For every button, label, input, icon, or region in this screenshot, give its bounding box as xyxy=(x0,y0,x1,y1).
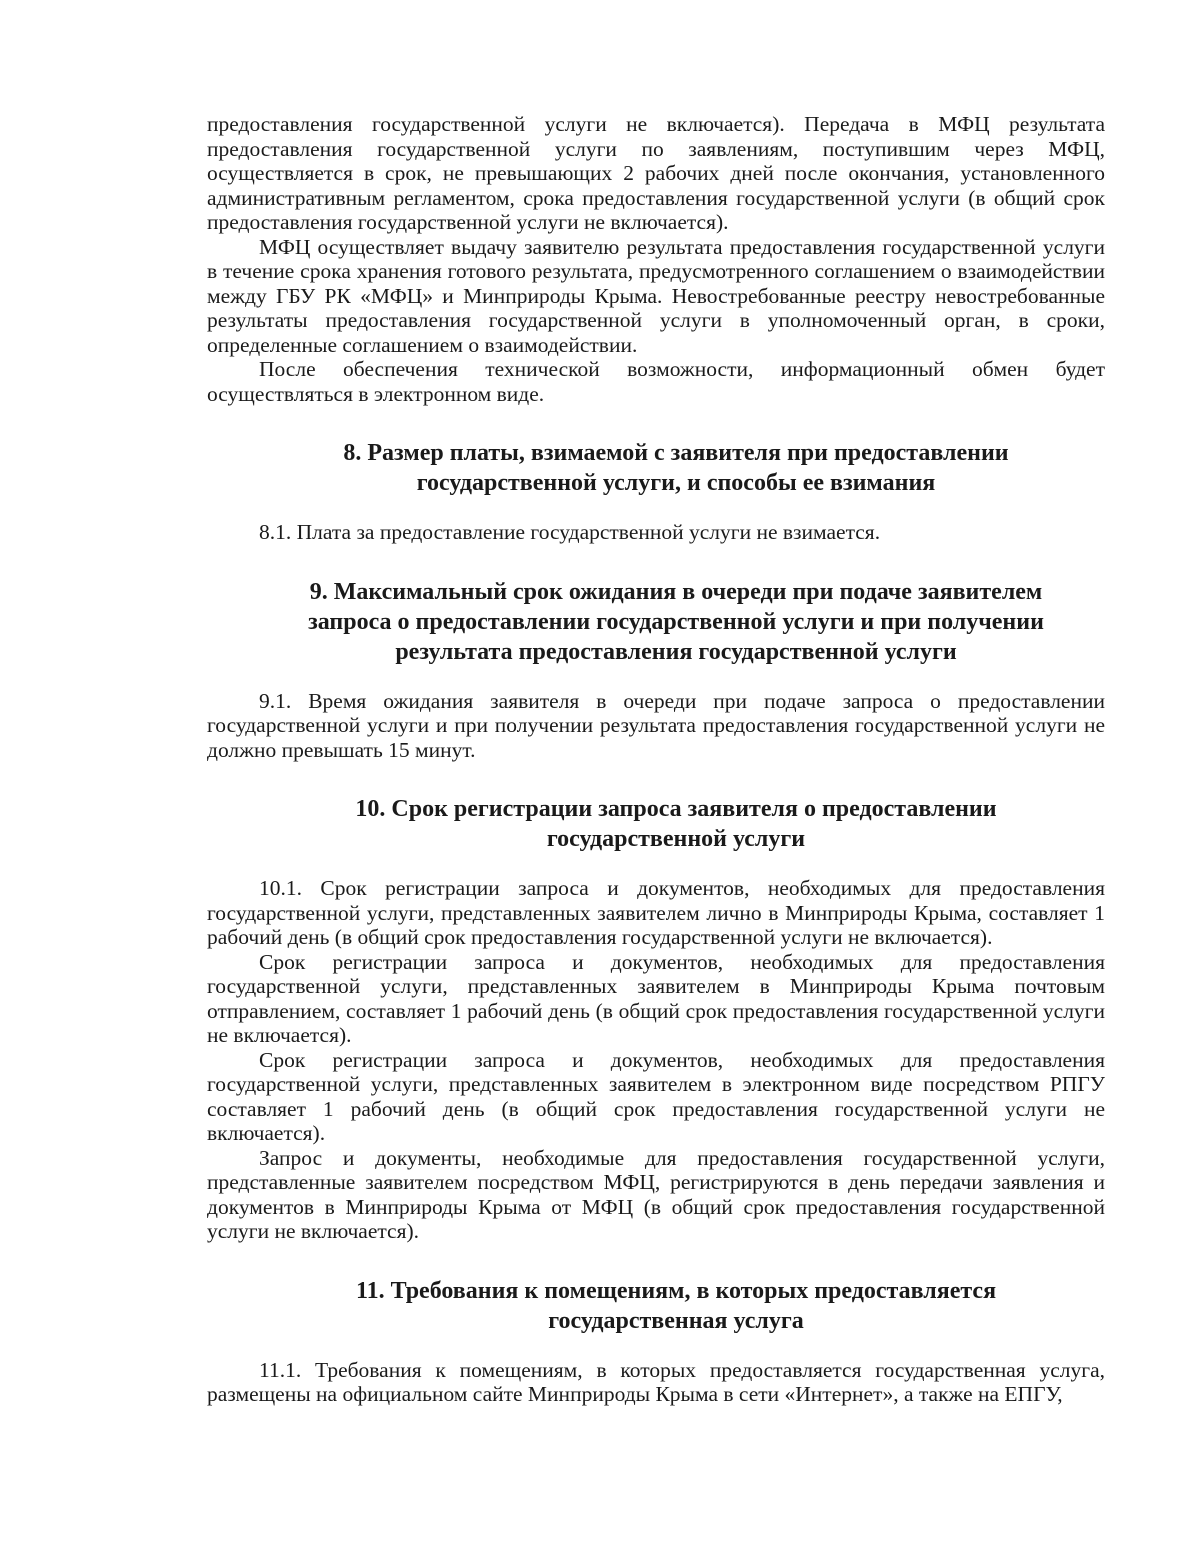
paragraph-electronic-exchange: После обеспечения технической возможности, информационный обмен будет осуществляться в электронном виде. xyxy=(207,357,1105,406)
paragraph-intro: предоставления государственной услуги не включается). Передача в МФЦ результата предоставления государственной услуги по заявлениям, поступившим через МФЦ, осуществляется в срок, не превышающих 2 рабочих дней после окончания, установленного административным регламентом, срока предоставления государственной услуги (в общий срок предоставления государственной услуги не включается). xyxy=(207,112,1105,234)
section-11-heading-line2: государственная услуга xyxy=(548,1307,804,1334)
section-11-heading xyxy=(207,1276,1105,1336)
section-11-heading-line1: 11. Требования к помещениям, в которых предоставляется xyxy=(355,1277,997,1304)
paragraph-10-4: Запрос и документы, необходимые для предоставления государственной услуги, представленные заявителем посредством МФЦ, регистрируются в день передачи заявления и документов в Минприроды Крыма от МФЦ (в общий срок предоставления государственной услуги не включается). xyxy=(207,1145,1105,1243)
paragraph-11-1: 11.1. Требования к помещениям, в которых предоставляется государственная услуга, размещены на официальном сайте Минприроды Крыма в сети «Интернет», а также на ЕПГУ, xyxy=(207,1357,1105,1406)
paragraph-8-1: 8.1. Плата за предоставление государственной услуги не взимается. xyxy=(259,520,881,544)
section-9-heading xyxy=(207,577,1105,667)
section-9-heading-line3: результата предоставления государственной услуги xyxy=(395,638,957,665)
section-10-heading xyxy=(207,794,1105,854)
paragraph-10-3: Срок регистрации запроса и документов, необходимых для предоставления государственной услуги, представленных заявителем в электронном виде посредством РПГУ составляет 1 рабочий день (в общий срок предоставления государственной услуги не включается). xyxy=(207,1047,1105,1145)
paragraph-mfc-issue: МФЦ осуществляет выдачу заявителю результата предоставления государственной услуги в течение срока хранения готового результата, предусмотренного соглашением о взаимодействии между ГБУ РК «МФЦ» и Минприроды Крыма. Невостребованные реестру невостребованные результаты предоставления государственной услуги в уполномоченный орган, в сроки, определенные соглашением о взаимодействии. xyxy=(207,234,1105,357)
paragraph-10-2: Срок регистрации запроса и документов, необходимых для предоставления государственной услуги, представленных заявителем в Минприроды Крыма почтовым отправлением, составляет 1 рабочий день (в общий срок предоставления государственной услуги не включается). xyxy=(207,949,1105,1047)
section-8-heading-line2: государственной услуги, и способы ее взимания xyxy=(416,470,936,496)
section-9-heading-line2: запроса о предоставлении государственной услуги и при получении xyxy=(308,608,1044,635)
paragraph-9-1: 9.1. Время ожидания заявителя в очереди при подаче запроса о предоставлении государственной услуги и при получении результата предоставления государственной услуги не должно превышать 15 минут. xyxy=(207,688,1105,762)
document-page xyxy=(207,112,1105,1407)
section-9-heading-line1: 9. Максимальный срок ожидания в очереди при подаче заявителем xyxy=(309,578,1043,605)
paragraph-10-1: 10.1. Срок регистрации запроса и документов, необходимых для предоставления государственной услуги, представленных заявителем лично в Минприроды Крыма, составляет 1 рабочий день (в общий срок предоставления государственной услуги не включается). xyxy=(207,876,1105,949)
section-8-heading-line1: 8. Размер платы, взимаемой с заявителя при предоставлении xyxy=(343,440,1009,466)
section-8-heading xyxy=(207,438,1105,498)
section-10-heading-line2: государственной услуги xyxy=(546,826,806,852)
section-10-heading-line1: 10. Срок регистрации запроса заявителя о предоставлении xyxy=(355,796,997,822)
